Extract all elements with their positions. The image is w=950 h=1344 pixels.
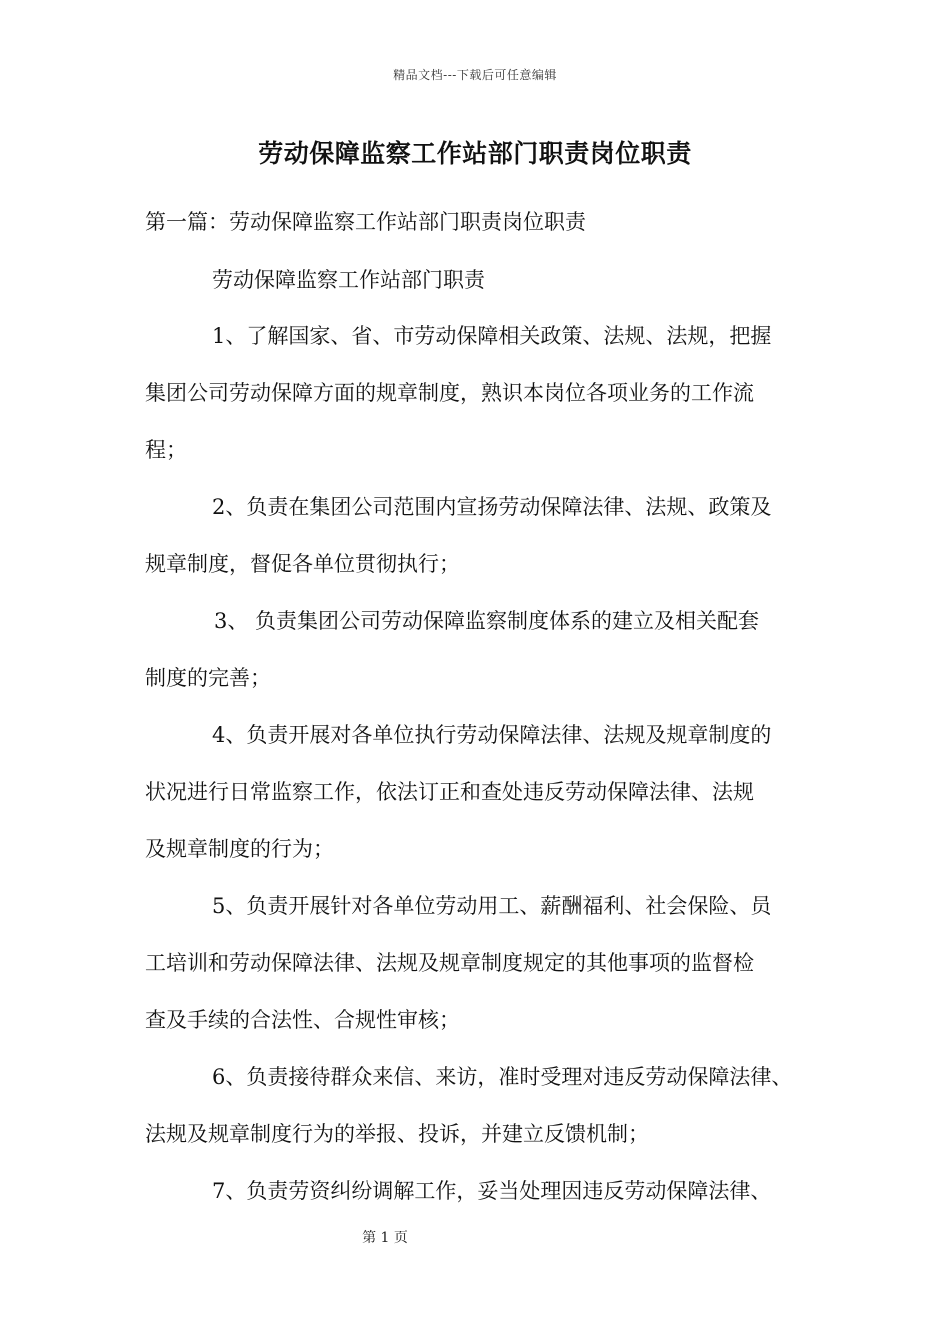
paragraph-line: 1、了解国家、省、市劳动保障相关政策、法规、法规，把握 [212,324,772,348]
paragraph-line: 5、负责开展针对各单位劳动用工、薪酬福利、社会保险、员 [212,894,772,918]
paragraph-line: 7、负责劳资纠纷调解工作，妥当处理因违反劳动保障法律、 [212,1179,772,1203]
paragraph-line: 法规及规章制度行为的举报、投诉，并建立反馈机制； [145,1122,649,1146]
paragraph-line: 工培训和劳动保障法律、法规及规章制度规定的其他事项的监督检 [145,951,754,975]
page-number: 第 1 页 [362,1230,408,1246]
paragraph-line: 6、负责接待群众来信、来访，准时受理对违反劳动保障法律、 [212,1065,793,1089]
paragraph-line: 及规章制度的行为； [145,837,334,861]
paragraph-line: 制度的完善； [145,666,271,690]
paragraph-line: 查及手续的合法性、合规性审核； [145,1008,460,1032]
page-header: 精品文档---下载后可任意编辑 [393,68,557,82]
paragraph-line: 2、负责在集团公司范围内宣扬劳动保障法律、法规、政策及 [212,495,772,519]
paragraph-line: 状况进行日常监察工作，依法订正和查处违反劳动保障法律、法规 [145,780,754,804]
paragraph-line: 规章制度，督促各单位贯彻执行； [145,552,460,576]
section-heading: 第一篇：劳动保障监察工作站部门职责岗位职责 [145,210,586,234]
paragraph-line: 程； [145,438,187,462]
subsection-heading: 劳动保障监察工作站部门职责 [212,268,485,292]
paragraph-line: 集团公司劳动保障方面的规章制度，熟识本岗位各项业务的工作流 [145,381,754,405]
paragraph-line: 4、负责开展对各单位执行劳动保障法律、法规及规章制度的 [212,723,772,747]
document-title: 劳动保障监察工作站部门职责岗位职责 [258,139,692,168]
paragraph-line: 3、 负责集团公司劳动保障监察制度体系的建立及相关配套 [214,609,760,633]
